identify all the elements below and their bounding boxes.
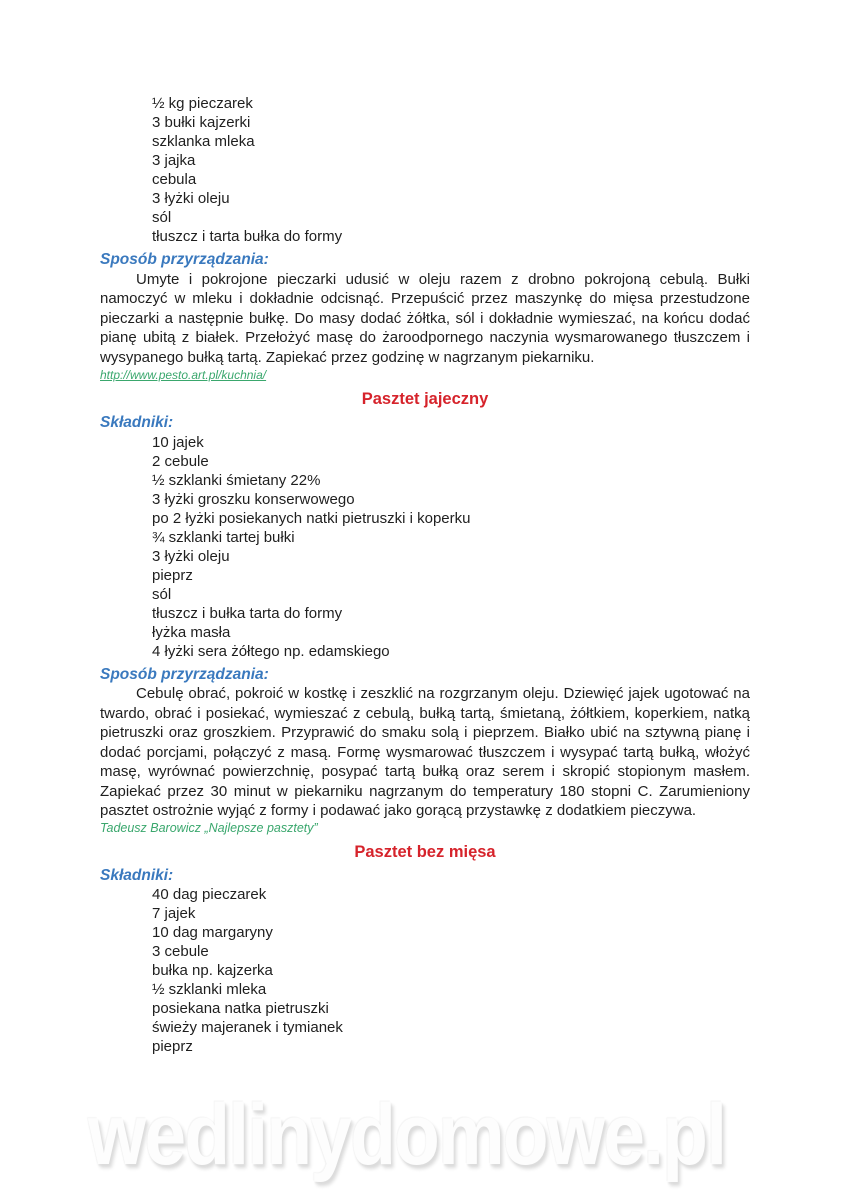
ingredient-list xyxy=(100,885,750,1056)
ingredient-line: tłuszcz i tarta bułka do formy xyxy=(152,228,343,245)
recipe-pasztet-bez-miesa-section xyxy=(100,842,750,1057)
recipe-title: Pasztet jajeczny xyxy=(361,390,489,408)
ingredient-line: 3 bułki kajzerki xyxy=(152,114,251,131)
ingredient-line: pieprz xyxy=(152,1038,193,1055)
ingredient-line: 10 jajek xyxy=(152,433,204,451)
ingredient-line: 3 cebule xyxy=(152,943,209,960)
ingredient-line: ½ szklanki śmietany 22% xyxy=(152,471,321,489)
recipe-title: Pasztet bez mięsa xyxy=(354,842,496,861)
method-paragraph: Cebulę obrać, pokroić w kostkę i zeszklić na rozgrzanym oleju. Dziewięć jajek ugotować na twardo, obrać i posiekać, wymieszać z cebulą, bułką tartą, śmietaną, żółtkiem, koperkiem, natką pietruszki oraz groszkiem. Przyprawić do smaku solą i pieprzem. Białko ubić na sztywną pianę i dodać porcjami, połączyć z masą. Formę wysmarować tłuszczem i wysypać tartą bułką, włożyć masę, wyrównać powierzchnię, posypać tartą bułką oraz serem i skropić stopionym masłem. Zapiekać przez 30 minut w piekarniku nagrzanym do temperatury 180 stopni C. Zarumieniony pasztet ostrożnie wyjąć z formy i podawać jako gorącą przystawkę z dodatkiem pieczywa. xyxy=(100,685,750,819)
ingredient-line: łyżka masła xyxy=(152,623,231,641)
ingredient-line: 2 cebule xyxy=(152,452,209,470)
ingredient-line: ¾ szklanki tartej bułki xyxy=(152,528,295,546)
document-content xyxy=(100,94,750,1056)
ingredient-line: tłuszcz i bułka tarta do formy xyxy=(152,604,343,622)
recipe-mushroom-section xyxy=(100,94,750,383)
ingredient-line: sól xyxy=(152,209,172,226)
ingredient-line: bułka np. kajzerka xyxy=(152,962,273,979)
source-link[interactable]: http://www.pesto.art.pl/kuchnia/ xyxy=(100,368,267,382)
ingredient-line: pieprz xyxy=(152,566,193,584)
ingredient-line: szklanka mleka xyxy=(152,133,255,150)
ingredient-line: ½ kg pieczarek xyxy=(152,95,253,112)
ingredient-line: ½ szklanki mleka xyxy=(152,981,267,998)
ingredient-line: posiekana natka pietruszki xyxy=(152,1000,329,1017)
recipe-pasztet-jajeczny-section xyxy=(100,389,750,836)
ingredients-heading: Składniki: xyxy=(100,414,174,431)
ingredient-line: 4 łyżki sera żółtego np. edamskiego xyxy=(152,642,390,660)
ingredient-line: 3 łyżki oleju xyxy=(152,547,230,565)
ingredient-list xyxy=(100,433,750,661)
ingredient-line: 3 jajka xyxy=(152,152,196,169)
ingredient-list xyxy=(100,94,750,246)
source-link-line xyxy=(100,367,750,383)
ingredient-line: 3 łyżki groszku konserwowego xyxy=(152,490,355,508)
source-credit: Tadeusz Barowicz „Najlepsze pasztety” xyxy=(100,820,318,835)
ingredient-line: sól xyxy=(152,585,172,603)
site-watermark: wedlinydomowe.pl xyxy=(88,1087,726,1183)
ingredient-line: cebula xyxy=(152,171,197,188)
method-heading: Sposób przyrządzania: xyxy=(100,665,269,683)
method-heading: Sposób przyrządzania: xyxy=(100,251,269,268)
method-paragraph: Umyte i pokrojone pieczarki udusić w oleju razem z drobno pokrojoną cebulą. Bułki namoczyć w mleku i dokładnie odcisnąć. Przepuścić przez maszynkę do mięsa przestudzone pieczarki a następnie bułkę. Do masy dodać żółtka, sól i dokładnie wymieszać, na końcu dodać pianę ubitą z białek. Przełożyć masę do żaroodpornego naczynia wysmarowanego tłuszczem i wysypanego bułką tartą. Zapiekać przez godzinę w nagrzanym piekarniku. xyxy=(100,270,750,366)
ingredient-line: 3 łyżki oleju xyxy=(152,190,230,207)
ingredient-line: świeży majeranek i tymianek xyxy=(152,1019,343,1036)
ingredient-line: po 2 łyżki posiekanych natki pietruszki i koperku xyxy=(152,509,471,527)
ingredient-line: 7 jajek xyxy=(152,905,196,922)
ingredient-line: 10 dag margaryny xyxy=(152,924,273,941)
ingredient-line: 40 dag pieczarek xyxy=(152,886,267,903)
ingredients-heading: Składniki: xyxy=(100,866,174,884)
